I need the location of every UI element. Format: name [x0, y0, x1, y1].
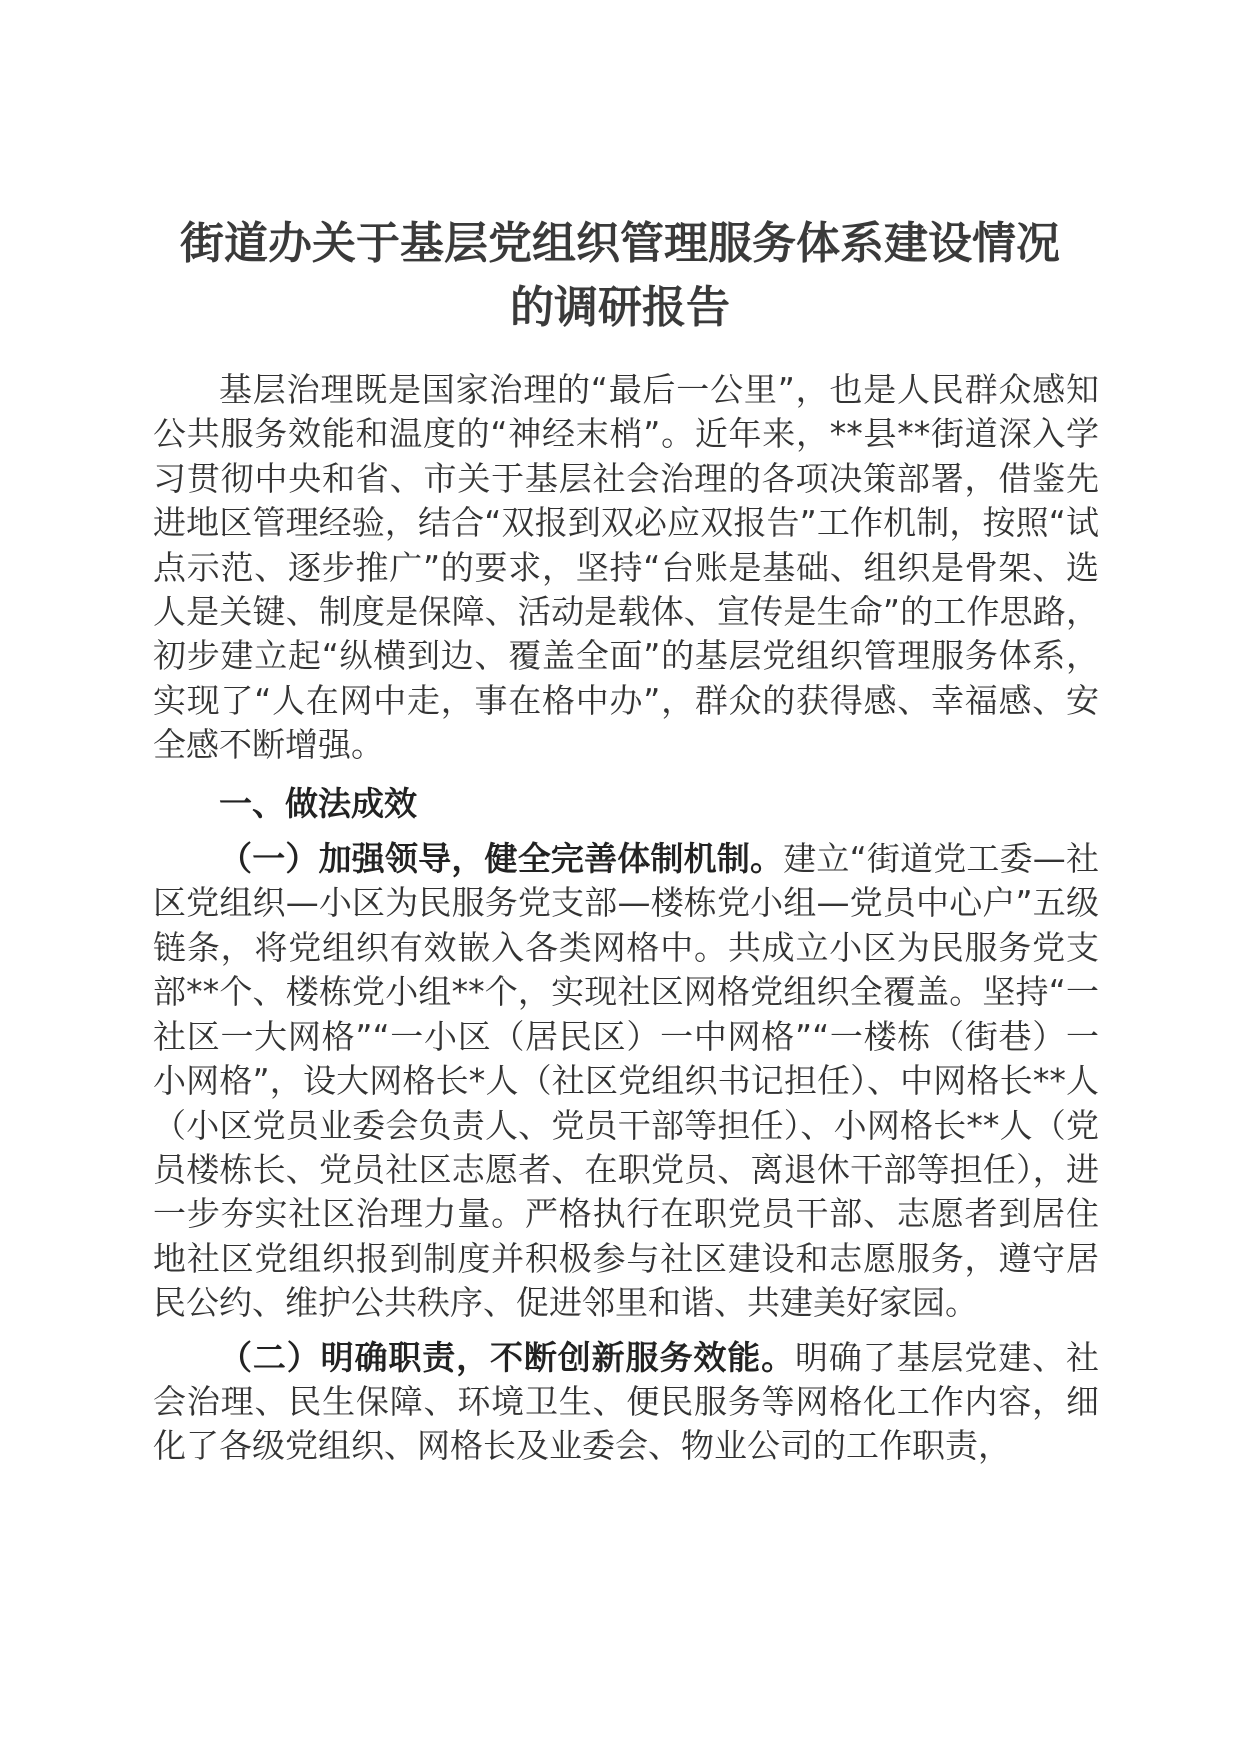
subsection-2-paragraph [153, 1336, 1099, 1469]
subsection-1-text: 建立“街道党工委—社区党组织—小区为民服务党支部—楼栋党小组—党员中心户”五级链条，将党组织有效嵌入各类网格中。共成立小区为民服务党支部**个、楼栋党小组**个，实现社区网格党组织全覆盖。坚持“一社区一大网格”“一小区（居民区）一中网格”“一楼栋（街巷）一小网格”，设大网格长*人（社区党组织书记担任）、中网格长**人（小区党员业委会负责人、党员干部等担任）、小网格长**人（党员楼栋长、党员社区志愿者、在职党员、离退休干部等担任），进一步夯实社区治理力量。严格执行在职党员干部、志愿者到居住地社区党组织报到制度并积极参与社区建设和志愿服务，遵守居民公约、维护公共秩序、促进邻里和谐、共建美好家园。 [153, 839, 1099, 1323]
subsection-2-heading: （二）明确职责，不断创新服务效能。 [219, 1337, 795, 1377]
intro-paragraph: 基层治理既是国家治理的“最后一公里”，也是人民群众感知公共服务效能和温度的“神经末梢”。近年来，**县**街道深入学习贯彻中央和省、市关于基层社会治理的各项决策部署，借鉴先进地区管理经验，结合“双报到双必应双报告”工作机制，按照“试点示范、逐步推广”的要求，坚持“台账是基础、组织是骨架、选人是关键、制度是保障、活动是载体、宣传是生命”的工作思路，初步建立起“纵横到边、覆盖全面”的基层党组织管理服务体系，实现了“人在网中走，事在格中办”，群众的获得感、幸福感、安全感不断增强。 [153, 370, 1099, 765]
section-heading: 一、做法成效 [219, 783, 417, 823]
title-line-2: 的调研报告 [510, 282, 730, 333]
document-title [150, 212, 1090, 340]
subsection-2-text: 明确了基层党建、社会治理、民生保障、环境卫生、便民服务等网格化工作内容，细化了各级党组织、网格长及业委会、物业公司的工作职责， [153, 1337, 1100, 1466]
title-line-1: 街道办关于基层党组织管理服务体系建设情况 [180, 218, 1060, 269]
subsection-1-heading: （一）加强领导，健全完善体制机制。 [219, 839, 784, 879]
subsection-1-paragraph [153, 837, 1099, 1325]
document-body [153, 368, 1099, 1469]
